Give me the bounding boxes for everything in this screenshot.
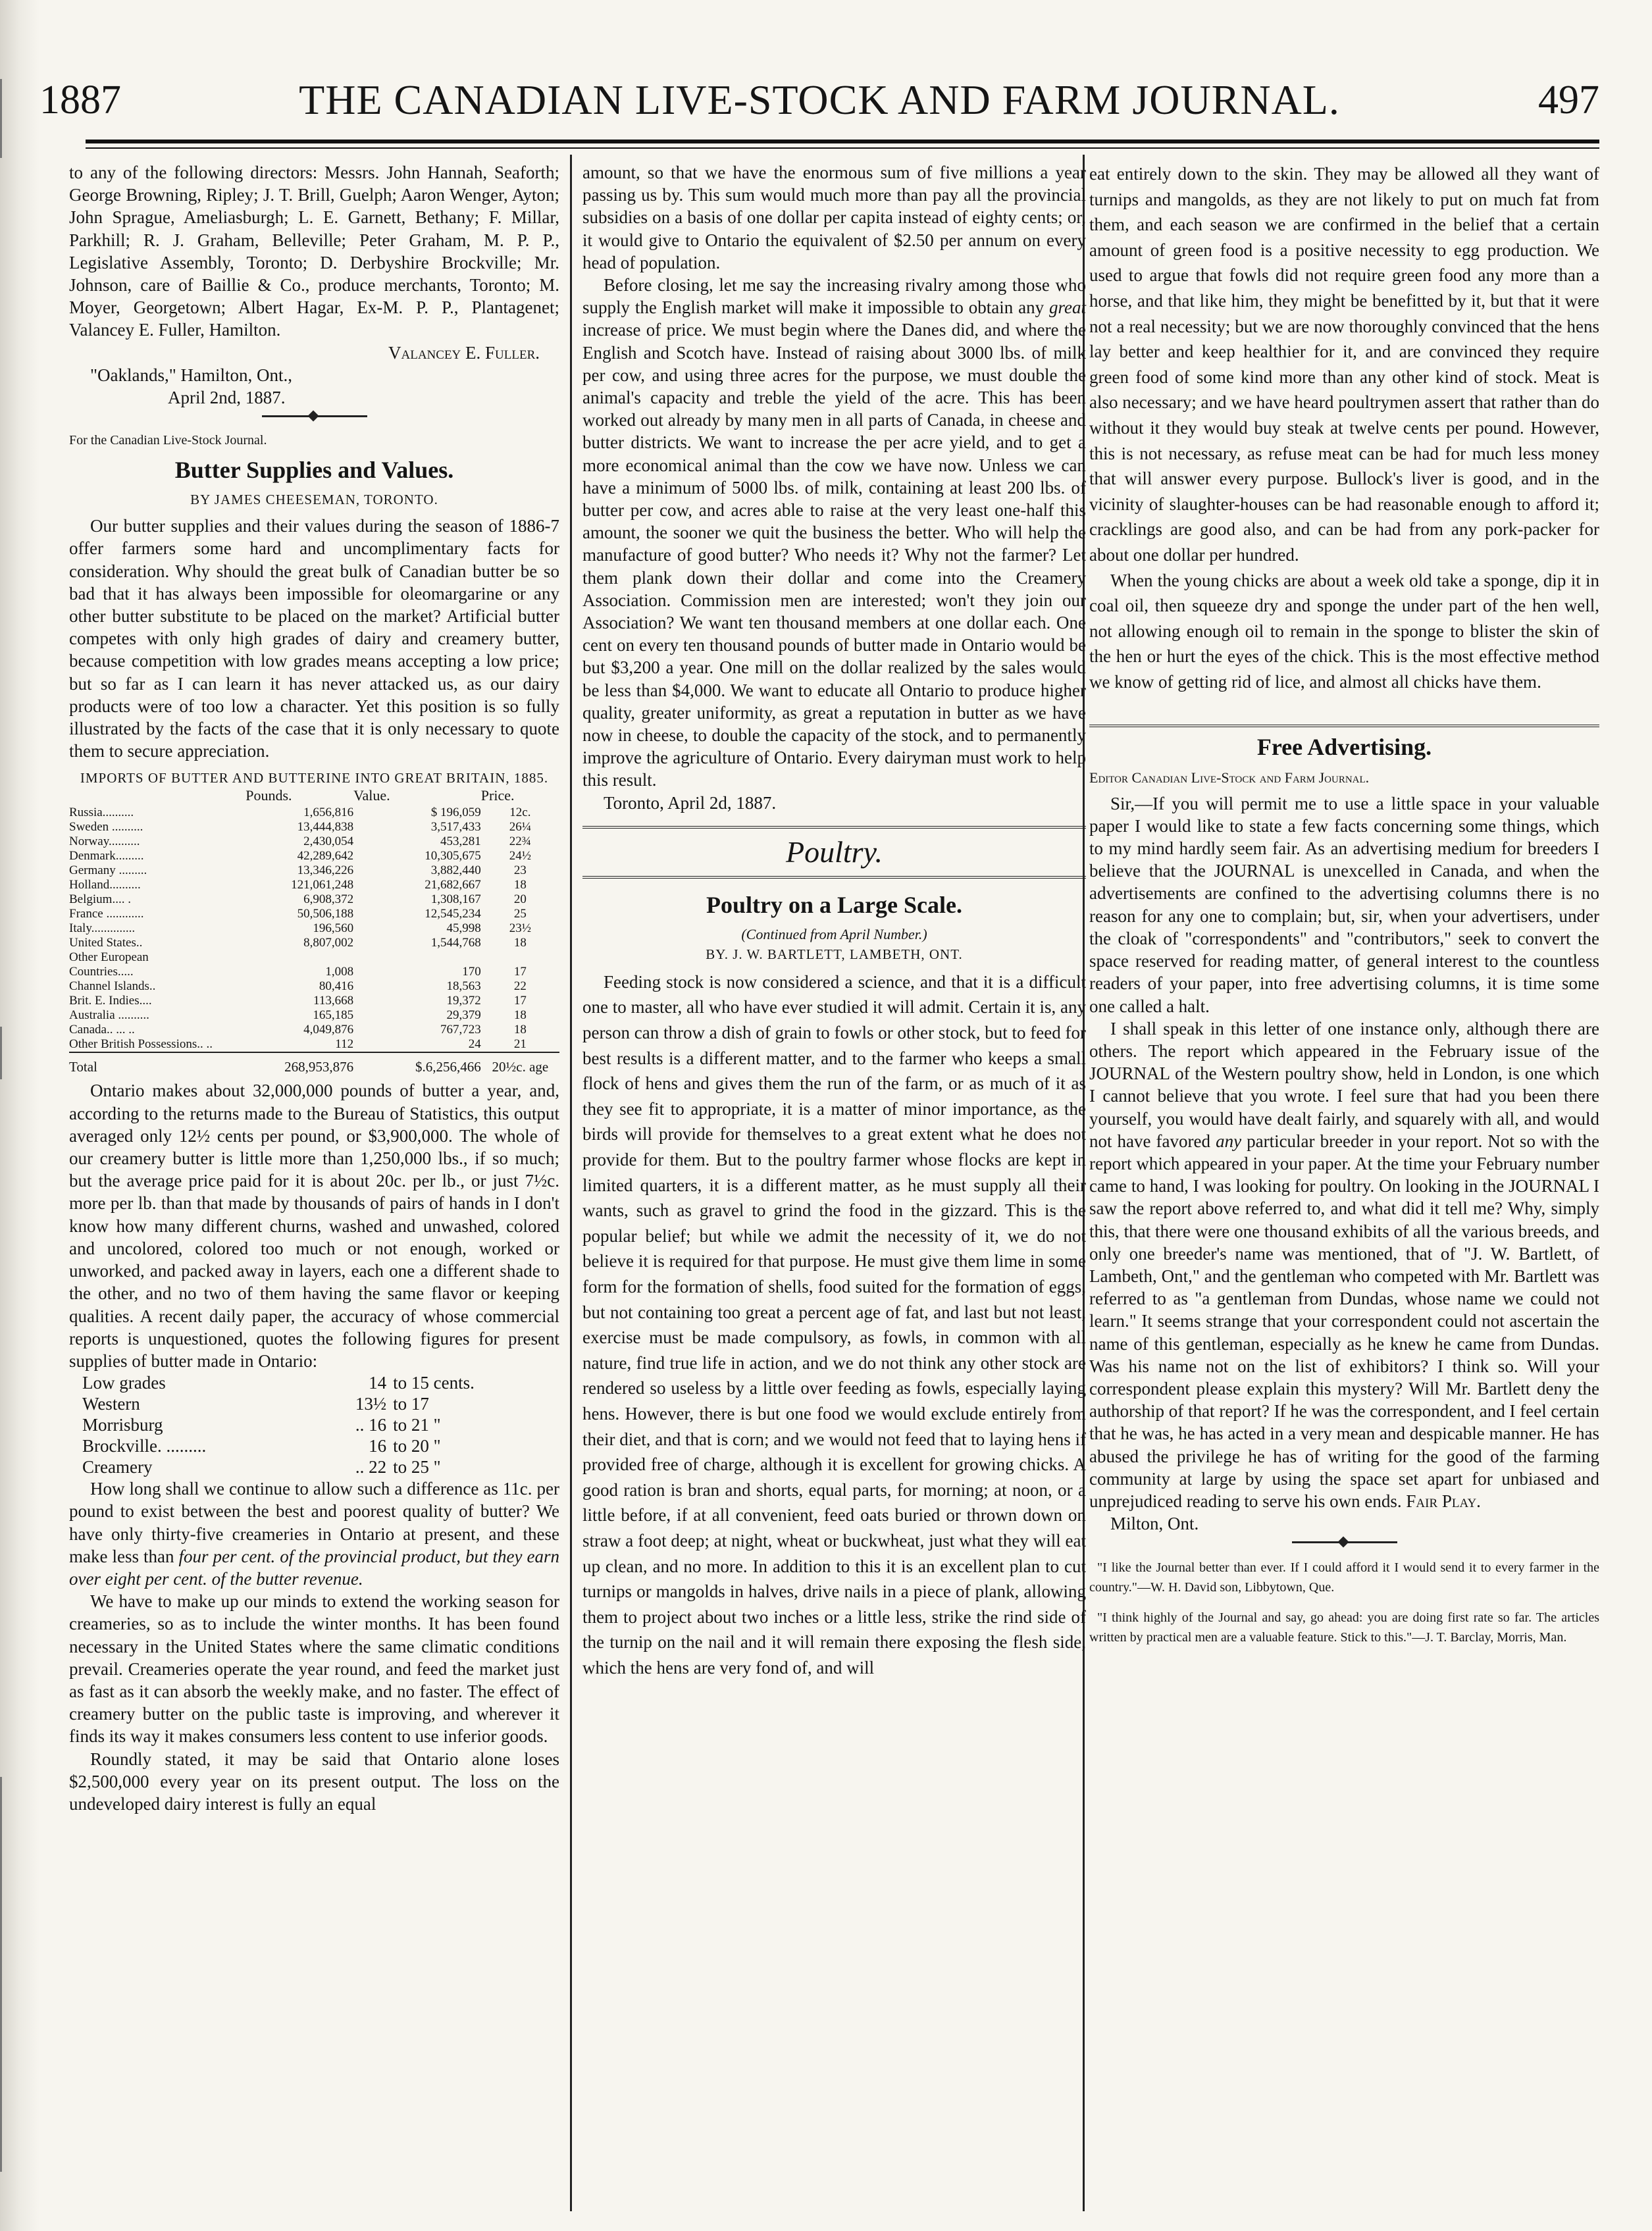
table-cell: 17 [513,965,527,979]
table-row [69,878,559,892]
table-cell: Germany ......... [69,863,147,878]
price-cell: 13½ [355,1394,387,1414]
table-cell: Other European [69,950,149,965]
table-row [69,936,559,950]
table-cell: 21,682,667 [425,878,481,892]
table-cell: 1,308,167 [430,892,481,907]
paragraph-text: How long shall we continue to allow such a difference as 11c. per pound to exist between the best and poorest quality of butter? We have only thirty-five creameries in Ontario at present, and these make less than [69,1479,559,1566]
table-header-cell: Pounds. [245,787,292,804]
article-paragraph: We have to make up our minds to extend the working season for creameries, so as to include the winter months. It has been found necessary in the United States where the same climatic conditions prevail. Creameries operate the year round, and feed the market just as fast as it can absorb the weekly make, and no faster. The effect of creamery butter on the public taste is improving, and wherever it finds its way it makes consumers less content to use inferior goods. [69,1591,559,1747]
paragraph-text: particular breeder in your report. Not so with the report which appeared in your paper. At the time your February number came to hand, I was looking for poultry. On looking in the JOURNAL I saw the report above referred to, and what did it tell me? Why, simply this, that there were one thousand exhibits of all the various breeds, and only one breeder's name was mentioned, that of "J. W. Bartlett, of Lambeth, Ont," and the gentleman who competed with Mr. Bartlett was referred to as "a gentleman from Dundas, whose name we could not learn." It seems strange that your correspondent could not ascertain the name of this gentleman, especially as he knew he came from Dundas. Was his name not on the list of exhibitors? I think so. Will your correspondent please explain this mystery? Will Mr. Bartlett deny the authorship of that report? If he was the correspondent, and I feel certain that he was, he has acted in a very mean and despicable manner. He has abused the privilege he has of writing for the good of the farming community at large by using the space set apart for unbiased and unprejudiced reading to serve his own ends. [1089,1131,1600,1511]
table-header-cell: Value. [353,787,390,804]
table-cell [353,950,481,965]
article-paragraph: Roundly stated, it may be said that Ontario alone loses $2,500,000 every year on its present output. The loss on the undeveloped dairy interest is fully an equal [69,1749,559,1814]
column-rule [570,155,572,2211]
letter-continuation: to any of the following directors: Messrs. John Hannah, Seaforth; George Browning, Ripley; J. T. Brill, Guelph; Aaron Wenger, Ayton; John Sprague, Ameliasburgh; L. E. Garnett, Bethany; F. Millar, Parkhill; R. J. Graham, Belleville; Peter Graham, M. P. P., Legislative Assembly, Toronto; D. Derbyshire Brockville; Mr. Johnson, care of Baillie & Co., produce merchants, Toronto; M. Moyer, Georgetown; Albert Hagar, Ex-M. P. P., Plantagenet; Valancey E. Fuller, Hamilton. [69,163,559,340]
table-cell: 18 [513,1008,527,1023]
table-cell: United States.. [69,936,143,950]
table-cell: 8,807,002 [303,936,354,950]
article-title: Free Advertising. [1256,734,1432,761]
table-cell: 23½ [509,921,532,936]
table-cell: 17 [513,994,527,1008]
table-cell: 18 [513,936,527,950]
price-cell: to 17 [393,1394,429,1414]
table-row [69,950,559,965]
emphasis-text: any [1216,1131,1242,1151]
table-cell: 13,444,838 [297,820,354,834]
table-cell: 18 [513,1023,527,1037]
table-row [69,921,559,936]
letter-paragraph [1089,1017,1599,1512]
table-cell: 80,416 [319,979,354,994]
table-cell: Holland.......... [69,878,141,892]
table-row [69,979,559,994]
letter-paragraph: Sir,—If you will permit me to use a little space in your valuable paper I would like to state a few facts concerning some things, which to my mind hardly seem fair. As an advertising medium for breeders I believe that the JOURNAL is unexcelled in Canada, and when the advertisements are confined to the advertising columns there is no reason for any one to complain; but, sir, when your advertisers, under the cloak of "correspondents" and "contributors," seek to convert the space reserved for reading matter, of general interest to the countless readers of your paper, into free advertising columns, it is time some one called a halt. [1089,793,1599,1016]
price-row [82,1435,533,1456]
imports-table-title: IMPORTS OF BUTTER AND BUTTERINE INTO GREAT BRITAIN, 1885. [80,770,549,786]
table-cell: Canada.. ... .. [69,1023,135,1037]
table-row [69,849,559,863]
article-paragraph: Our butter supplies and their values during the season of 1886-7 offer farmers some hard and uncomplimentary facts for consideration. Why should the great bulk of Canadian butter be so bad that it has always been impossible for oleomargarine or any other butter substitute to be placed on the market? Artificial butter competes with only high grades of dairy and creamery butter, because competition with low grades means accepting a low price; but so far as I can learn it has never attacked us, as our dairy products were of too low a character. Yet this position is so fully illustrated by the facts of the case that it is only necessary to quote them to secure appreciation. [69,516,559,761]
table-cell: Belgium.... . [69,892,131,907]
table-cell: $ 196,059 [430,806,481,820]
table-cell: Italy.............. [69,921,136,936]
table-cell: 22 [513,979,527,994]
table-row [69,965,559,979]
article-paragraph [69,1477,559,1590]
article-paragraph: amount, so that we have the enormous sum of five millions a year passing us by. This sum would much more than pay all the provincial subsidies on a basis of one dollar per capita instead of eighty cents; or, it would give to Ontario the equivalent of $2.50 per annum on every head of population. [582,163,1086,272]
price-cell: .. 22 [355,1457,387,1477]
table-cell: Denmark......... [69,849,144,863]
price-cell: 16 [369,1436,387,1456]
price-cell: 14 [369,1373,387,1393]
emphasis-text: four per cent. of the provincial product, but they earn over eight per cent. of the butter revenue. [69,1546,559,1589]
table-cell: Norway.......... [69,834,140,849]
table-cell: 196,560 [313,921,354,936]
table-cell: 113,668 [313,994,354,1008]
table-cell: Other British Possessions.. .. [69,1037,213,1052]
table-cell: Total [69,1052,245,1074]
table-cell: 50,506,188 [297,907,354,921]
table-row [69,994,559,1008]
table-cell: 1,544,768 [430,936,481,950]
article-paragraph: Ontario makes about 32,000,000 pounds of butter a year, and, according to the returns made to the Bureau of Statistics, this output averaged only 12½ cents per pound, or $3,900,000. The whole of our creamery butter is little more than 1,250,000 lbs., if so much; but the average price paid for it is about 20c. per lb., or just 7½c. more per lb. than that made by thousands of pairs of hands in I don't know how many different churns, washed and unwashed, colored and uncolored, colored too much or not enough, worked or unworked, and packed away in layers, each one a different shade to the other, and no two of them having the same flavor or keeping qualities. A recent daily paper, the accuracy of whose commercial reports is unquestioned, quotes the following figures for present supplies of butter made in Ontario: [69,1081,559,1371]
table-cell [481,950,559,965]
header-rule-thin [86,147,1599,149]
separator-ornament [262,415,367,421]
table-cell: 42,289,642 [297,849,354,863]
price-cell: Morrisburg [82,1415,163,1435]
table-cell: Australia .......... [69,1008,149,1023]
emphasis-text: great [1049,297,1086,318]
table-row [69,834,559,849]
section-banner [582,826,1086,879]
letter-address: "Oaklands," Hamilton, Ont., [90,365,293,385]
table-cell: 29,379 [446,1008,481,1023]
journal-title: THE CANADIAN LIVE-STOCK AND FARM JOURNAL. [299,76,1340,123]
table-header-row [69,787,559,806]
table-cell: 18 [513,878,527,892]
table-total-row [69,1052,559,1074]
editor-salutation: Editor Canadian Live-Stock and Farm Journal. [1089,769,1370,786]
table-cell: 23 [513,863,527,878]
table-row [69,1008,559,1023]
table-cell: 3,882,440 [430,863,481,878]
price-row [82,1372,533,1393]
article-byline: BY. J. W. BARTLETT, LAMBETH, ONT. [706,946,963,962]
table-cell: Sweden .......... [69,820,143,834]
table-cell: 170 [462,965,481,979]
price-cell: to 15 cents. [393,1373,475,1393]
table-cell: 1,008 [325,965,354,979]
table-cell: 25 [513,907,527,921]
letter-place: Milton, Ont. [1110,1514,1199,1534]
article-paragraph: eat entirely down to the skin. They may be allowed all they want of turnips and mangolds, as they are not likely to put on much fat from them, and each season we are confirmed in the belief that a certain amount of green food is a positive necessity to egg production. We used to argue that fowls did not require green food any more than a horse, and that like him, they might be benefitted by it, but that it were not a real necessity; but we are now thoroughly convinced that the hens lay better and keep healthier for it, and are convinced they require green food of some kind more than any other kind of stock. Meat is also necessary; and we have heard poultrymen assert that rather than do without it they would buy steak at twelve cents per pound. However, this is not necessary, as refuse meat can be had for much less money that will answer every purpose. Bullock's liver is good, and in the vicinity of slaughter-houses can be had reasonable enough to afford it; cracklings are good also, and can be had from any pork-packer for about one dollar per hundred. [1089,164,1599,565]
article-paragraph: Feeding stock is now considered a science, and that it is a difficult one to master, all who have ever studied it will admit. Certain it is, any person can throw a dish of grain to fowls or other stock, but to feed for best results is a different matter, and to the farmer who keeps a small flock of hens and gives them the run of the farm, or as much of it as they see fit to appropriate, it is a matter of minor importance, as the birds will provide for themselves to a great extent what he does not provide for them. But to the poultry farmer whose flocks are kept in limited quarters, it is a different matter, as he must supply all their wants, such as gravel to grind the food in the gizzard. This is the popular belief; but while we admit the necessity of it, we do not believe it is required for that purpose. He must give them lime in some form for the formation of shells, food suited for the formation of eggs, but not containing too great a percent age of fat, and last but not least, exercise must be made compulsory, as fowls, in common with all nature, find true life in action, and we do not think any other stock are rendered so useless by a little over feeding as fowls, especially laying hens. However, there is but one food we would exclude entirely from their diet, and that is corn; and we would not feed that to laying hens if provided free of charge, although it is excellent for growing chicks. A good ration is bran and shorts, equal parts, for morning; at noon, or a little before, if at all convenient, feed oats buried or thrown down on straw a foot deep; at night, wheat or buckwheat, just what they will eat up clean, and no more. In addition to this it is an excellent plan to cut turnips or mangolds in halves, drive nails in a piece of plank, allowing them to project about two inches or a little less, strike the rind side of the turnip on the nail and it will remain there exposing the flesh side, which the hens are very fond of, and will [582,971,1086,1678]
column-right [1089,161,1599,2215]
title-rule [1089,725,1599,727]
table-cell: 24½ [509,849,532,863]
source-line: For the Canadian Live-Stock Journal. [69,433,267,448]
table-cell: 4,049,876 [303,1023,354,1037]
table-cell: 24 [468,1037,481,1052]
table-cell: 45,998 [446,921,481,936]
article-title: Butter Supplies and Values. [174,457,454,484]
continued-note: (Continued from April Number.) [741,925,927,942]
reader-testimonial: "I like the Journal better than ever. If I could afford it I would send it to every farmer in the country."—W. H. David son, Libbytown, Que. [1089,1560,1599,1595]
price-row [82,1393,533,1414]
closing-dateline: Toronto, April 2d, 1887. [604,792,777,813]
table-cell: $.6,256,466 [353,1052,481,1074]
table-body [69,806,559,1052]
table-cell: 6,908,372 [303,892,354,907]
price-cell: Low grades [82,1373,166,1393]
table-cell: 112 [335,1037,354,1052]
price-cell: Creamery [82,1457,153,1477]
table-cell [245,950,353,965]
prices-body [82,1372,533,1477]
table-cell: 20½c. age [481,1052,559,1074]
table-cell: Brit. E. Indies.... [69,994,152,1008]
column-left [69,161,559,2215]
table-row [69,1023,559,1037]
table-row [69,907,559,921]
price-row [82,1456,533,1477]
table-cell: 3,517,433 [430,820,481,834]
table-header-cell [69,787,245,806]
price-cell: to 21 " [393,1415,441,1435]
table-cell: 121,061,248 [291,878,354,892]
table-cell: Countries..... [69,965,134,979]
table-cell: 13,346,226 [297,863,354,878]
table-cell: Russia.......... [69,806,134,820]
header-year: 1887 [39,78,121,122]
table-row [69,892,559,907]
price-cell: Western [82,1394,140,1414]
table-cell: 18,563 [446,979,481,994]
paragraph-text: Before closing, let me say the increasing rivalry among those who supply the English market will make it impossible to obtain any [582,275,1086,318]
letter-signature: Valancey E. Fuller. [388,342,540,363]
price-row [82,1414,533,1435]
letter-date: April 2nd, 1887. [168,388,286,408]
table-cell: France ............ [69,907,144,921]
column-middle [582,161,1086,2215]
table-cell: 767,723 [440,1023,481,1037]
table-cell: 165,185 [313,1008,354,1023]
table-header-cell: Price. [480,787,515,804]
price-cell: .. 16 [355,1415,387,1435]
table-cell: Channel Islands.. [69,979,156,994]
table-cell: 2,430,054 [303,834,354,849]
prices-table [82,1372,533,1477]
article-paragraph: When the young chicks are about a week old take a sponge, dip it in coal oil, then squeeze dry and sponge the under part of the hen well, not allowing enough oil to remain in the sponge to blister the skin of the hen or hurt the eyes of the chick. This is the most effective method we know of getting rid of lice, and almost all chicks have them. [1089,570,1599,692]
table-cell: 268,953,876 [245,1052,353,1074]
header-rule-thick [86,140,1599,143]
imports-table [69,787,559,1074]
table-row [69,806,559,820]
article-paragraph [582,274,1086,792]
article-byline: BY JAMES CHEESEMAN, TORONTO. [190,492,438,508]
running-header [39,74,1599,126]
section-title: Poultry. [786,834,883,869]
page-binding-edge [0,0,39,2231]
price-cell: Brockville. ......... [82,1436,207,1456]
table-cell: 20 [513,892,527,907]
paragraph-text: increase of price. We must begin where the Danes did, and where the English and Scotch have. Instead of raising about 3000 lbs. of milk per cow, and using three acres for the purpose, we must double the animal's capacity and treble the yield of the acre. This has been worked out already by many men in all parts of Canada, in cheese and butter districts. We want to increase the per acre yield, and to get a more economical animal than the cow we have now. Unless we can have a minimum of 5000 lbs. of milk, containing at least 200 lbs. of butter per cow, and acres able to raise at the very least one-half this amount, the sooner we quit the business the better. Who will help the manufacture of good butter? Who needs it? Why not the farmer? Let them plank down their dollar and come into the Creamery Association. Commission men are interested; won't they join our Association? We want ten thousand members at one dollar each. One cent on every ten thousand pounds of butter made in Ontario would be but $3,200 a year. One mill on the dollar realized by the sales would be less than $4,000. We want to educate all Ontario to produce higher quality, greater uniformity, as great a reputation in butter as we have now in cheese, to double the capacity of the stock, and to permanently improve the agriculture of Ontario. Every dairyman must work to help this result. [582,320,1086,790]
table-cell: 10,305,675 [425,849,481,863]
page-number: 497 [1538,78,1599,122]
table-cell: 26¼ [509,820,532,834]
article-title: Poultry on a Large Scale. [706,891,962,918]
price-cell: to 20 " [393,1436,441,1456]
table-cell: 1,656,816 [303,806,354,820]
table-cell: 453,281 [440,834,481,849]
table-cell: 22¾ [509,834,532,849]
price-cell: to 25 " [393,1457,441,1477]
table-row [69,863,559,878]
table-row [69,1037,559,1052]
table-cell: 19,372 [446,994,481,1008]
separator-ornament [1292,1541,1397,1547]
paragraph-text: I shall speak in this letter of one instance only, although there are others. The report which appeared in the February issue of the JOURNAL of the Western poultry show, held in London, is one which I cannot believe that you wrote. I feel sure that had you been there yourself, you would have dealt fairly, and squarely with all, and would not have favored [1089,1018,1599,1151]
reader-testimonial: "I think highly of the Journal and say, go ahead: you are doing first rate so far. The articles written by practical men are a valuable feature. Stick to this."—J. T. Barclay, Morris, Man. [1089,1610,1599,1645]
letter-signature: Fair Play. [1406,1491,1481,1511]
table-cell: 21 [513,1037,527,1052]
table-cell: 12c. [509,806,531,820]
table-cell: 12,545,234 [425,907,481,921]
table-row [69,820,559,834]
